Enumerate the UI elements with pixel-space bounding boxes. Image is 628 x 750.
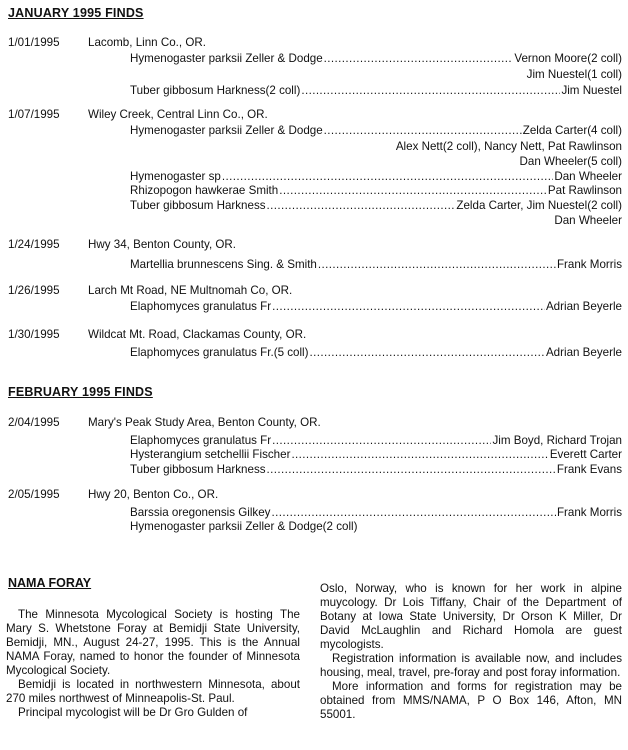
find-row [130,448,622,462]
find-row [130,170,622,184]
find-row [130,258,622,272]
find-row [130,84,622,98]
entry-location: Wiley Creek, Central Linn Co., OR. [88,108,268,121]
collector-name: Frank Morris [556,506,622,519]
collector-name: Frank Morris [556,258,622,271]
collector-name: Jim Boyd, Richard Trojan [492,434,622,447]
species-name: Hymenogaster parksii Zeller & Dodge [130,52,323,65]
find-row [130,300,622,314]
nama-right-column [320,582,622,722]
entry-location: Mary's Peak Study Area, Benton County, OR. [88,416,321,429]
entry-date: 2/05/1995 [8,488,60,501]
species-name: Elaphomyces granulatus Fr.(5 coll) [130,346,309,359]
collector-name: Frank Evans [556,463,622,476]
collector-name: Vernon Moore(2 coll) [514,52,622,65]
nama-paragraph: Principal mycologist will be Dr Gro Gulden of [18,706,248,719]
entry-date: 1/30/1995 [8,328,60,341]
entry-date: 1/01/1995 [8,36,60,49]
species-name: Rhizopogon hawkerae Smith [130,184,279,197]
species-name: Hysterangium setchellii Fischer [130,448,291,461]
january-section-title: JANUARY 1995 FINDS [8,6,144,20]
collector-continuation: Dan Wheeler [554,214,622,227]
entry-date: 1/26/1995 [8,284,60,297]
collector-name: Adrian Beyerle [545,300,622,313]
species-name: Tuber gibbosum Harkness(2 coll) [130,84,301,97]
entry-location: Hwy 34, Benton County, OR. [88,238,236,251]
entry-date: 1/24/1995 [8,238,60,251]
find-row [130,124,622,138]
nama-paragraph: Registration information is available now, and includes housing, meal, travel, pre-foray and post foray information. [320,652,622,679]
collector-name: Jim Nuestel [561,84,622,97]
collector-name: Dan Wheeler [554,170,622,183]
collector-name: Zelda Carter(4 coll) [522,124,622,137]
collector-continuation: Dan Wheeler(5 coll) [519,155,622,168]
species-name: Tuber gibbosum Harkness [130,463,266,476]
find-row [130,506,622,520]
collector-name: Adrian Beyerle [545,346,622,359]
entry-location: Hwy 20, Benton Co., OR. [88,488,219,501]
find-row [130,434,622,448]
nama-foray-title: NAMA FORAY [8,576,92,590]
entry-location: Wildcat Mt. Road, Clackamas County, OR. [88,328,307,341]
february-section-title: FEBRUARY 1995 FINDS [8,385,153,399]
collector-continuation: Jim Nuestel(1 coll) [526,68,622,81]
collector-name: Pat Rawlinson [547,184,622,197]
nama-left-column [6,608,300,720]
nama-paragraph: The Minnesota Mycological Society is hosting The Mary S. Whetstone Foray at Bemidji State University, Bemidji, MN., August 24-27, 1995. This is the Annual NAMA Foray, named to honor the founder of Minnesota Mycological Society. [6,608,300,677]
find-row [130,463,622,477]
species-name: Elaphomyces granulatus Fr [130,434,272,447]
species-name: Hymenogaster parksii Zeller & Dodge(2 coll) [130,520,358,533]
find-row [130,346,622,360]
entry-date: 2/04/1995 [8,416,60,429]
species-name: Hymenogaster parksii Zeller & Dodge [130,124,323,137]
species-name: Martellia brunnescens Sing. & Smith [130,258,317,271]
nama-paragraph: More information and forms for registration may be obtained from MMS/NAMA, P O Box 146, Afton, MN 55001. [320,680,622,721]
nama-paragraph: Oslo, Norway, who is known for her work in alpine muycology. Dr Lois Tiffany, Chair of the Department of Botany at Iowa State University, Dr Orson K Miller, Dr David McLaughlin and Richard Homola are guest mycologists. [320,582,622,651]
find-row [130,199,622,213]
species-name: Barssia oregonensis Gilkey [130,506,271,519]
species-name: Elaphomyces granulatus Fr [130,300,272,313]
collector-name: Everett Carter [549,448,622,461]
find-row [130,184,622,198]
entry-location: Larch Mt Road, NE Multnomah Co, OR. [88,284,293,297]
entry-date: 1/07/1995 [8,108,60,121]
collector-name: Zelda Carter, Jim Nuestel(2 coll) [456,199,622,212]
nama-paragraph: Bemidji is located in northwestern Minnesota, about 270 miles northwest of Minneapolis-St. Paul. [6,678,300,705]
species-name: Tuber gibbosum Harkness [130,199,266,212]
species-name: Hymenogaster sp [130,170,221,183]
collector-continuation: Alex Nett(2 coll), Nancy Nett, Pat Rawlinson [395,140,622,153]
entry-location: Lacomb, Linn Co., OR. [88,36,206,49]
find-row [130,52,622,66]
